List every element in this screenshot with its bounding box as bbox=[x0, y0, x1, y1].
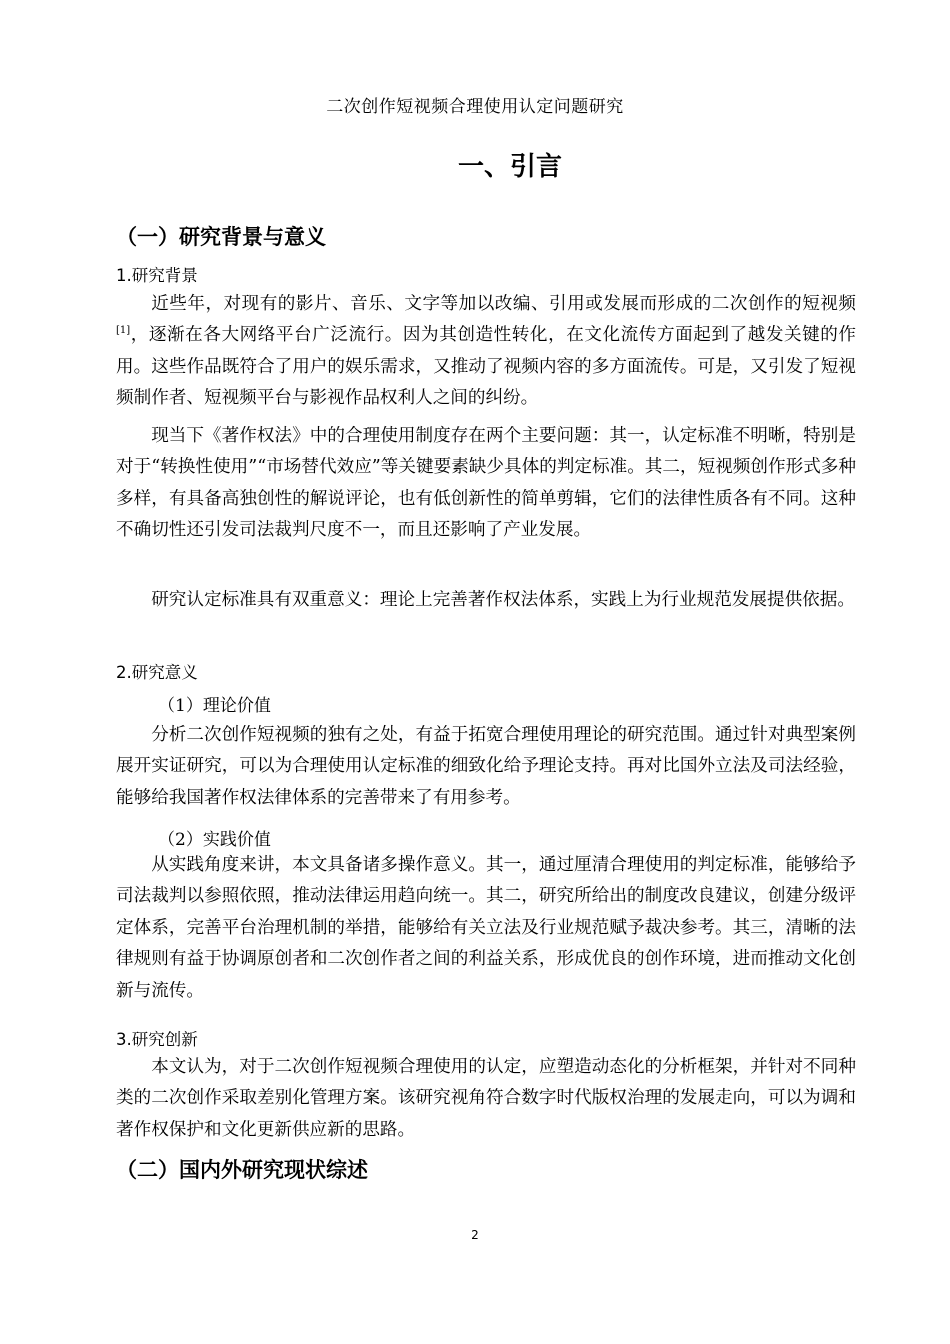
running-header: 二次创作短视频合理使用认定问题研究 bbox=[326, 97, 624, 117]
paragraph-background-3: 研究认定标准具有双重意义：理论上完善著作权法体系，实践上为行业规范发展提供依据。 bbox=[151, 590, 855, 610]
paragraph-innovation: 本文认为，对于二次创作短视频合理使用的认定，应塑造动态化的分析框架，并针对不同种类的二次创作采取差别化管理方案。该研究视角符合数字时代版权治理的发展走向，可以为调和著作权保护和文化更新供应新的思路。 bbox=[116, 1057, 856, 1140]
paragraph-background-2: 现当下《著作权法》中的合理使用制度存在两个主要问题：其一，认定标准不明晰，特别是对于“转换性使用”“市场替代效应”等关键要素缺少具体的判定标准。其二，短视频创作形式多种多样，有具备高独创性的解说评论，也有低创新性的简单剪辑，它们的法律性质各有不同。这种不确切性还引发司法裁判尺度不一，而且还影响了产业发展。 bbox=[116, 426, 856, 541]
subsection-heading-significance: 2.研究意义 bbox=[116, 663, 198, 682]
practice-value-heading: （2）实践价值 bbox=[158, 830, 271, 850]
paragraph-practice-value: 从实践角度来讲，本文具备诸多操作意义。其一，通过厘清合理使用的判定标准，能够给予司法裁判以参照依照，推动法律运用趋向统一。其二，研究所给出的制度改良建议，创建分级评定体系，完善平台治理机制的举措，能够给有关立法及行业规范赋予裁决参考。其三，清晰的法律规则有益于协调原创者和二次创作者之间的利益关系，形成优良的创作环境，进而推动文化创新与流传。 bbox=[116, 855, 856, 1001]
page-number: 2 bbox=[471, 1228, 479, 1242]
theory-value-heading: （1）理论价值 bbox=[158, 696, 271, 716]
section-heading-background: （一）研究背景与意义 bbox=[116, 225, 326, 249]
chapter-title: 一、引言 bbox=[457, 152, 562, 182]
paragraph-theory-value: 分析二次创作短视频的独有之处，有益于拓宽合理使用理论的研究范围。通过针对典型案例展开实证研究，可以为合理使用认定标准的细致化给予理论支持。再对比国外立法及司法经验，能够给我国著作权法律体系的完善带来了有用参考。 bbox=[116, 725, 856, 808]
subsection-heading-innovation: 3.研究创新 bbox=[116, 1030, 198, 1049]
citation-reference: [1] bbox=[116, 325, 131, 337]
paragraph-text: ，逐渐在各大网络平台广泛流行。因为其创造性转化，在文化流传方面起到了越发关键的作用。这些作品既符合了用户的娱乐需求，又推动了视频内容的多方面流传。可是，又引发了短视频制作者、短视频平台与影视作品权利人之间的纠纷。 bbox=[116, 325, 856, 409]
subsection-heading-background: 1.研究背景 bbox=[116, 266, 198, 285]
section-heading-literature-review: （二）国内外研究现状综述 bbox=[116, 1158, 368, 1182]
paragraph-background-1 bbox=[116, 289, 856, 415]
paragraph-text: 近些年，对现有的影片、音乐、文字等加以改编、引用或发展而形成的二次创作的短视频 bbox=[151, 294, 856, 314]
